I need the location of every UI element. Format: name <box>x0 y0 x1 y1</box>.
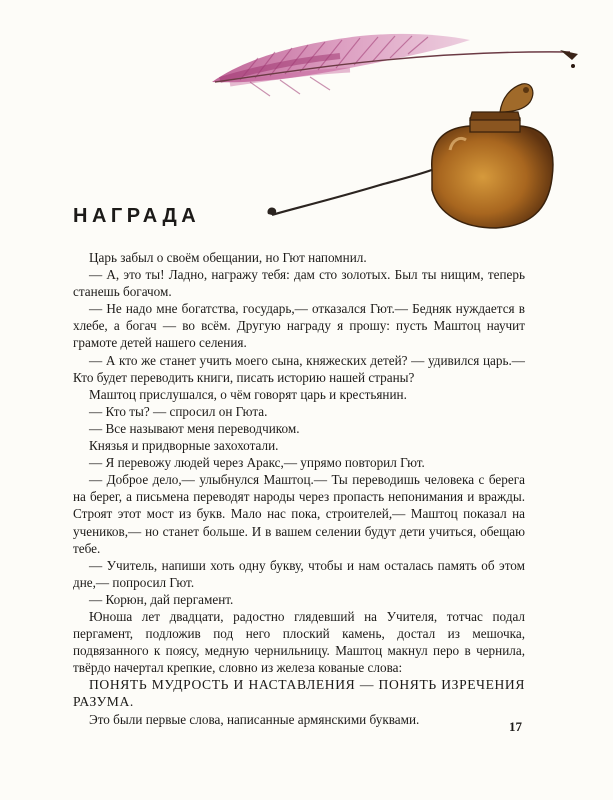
paragraph: Царь забыл о своём обещании, но Гют напомнил. <box>89 250 367 265</box>
paragraph: — А, это ты! Ладно, награжу тебя: дам сто золотых. Был ты нищим, теперь станешь богачом. <box>73 267 525 300</box>
story-text <box>73 249 525 728</box>
paragraph: — Все называют меня переводчиком. <box>89 420 300 436</box>
paragraph: — А кто же станет учить моего сына, княжеских детей? — удивился царь.— Кто будет переводить книги, писать историю нашей страны? <box>73 352 525 385</box>
paragraph: Это были первые слова, написанные армянскими буквами. <box>89 711 420 727</box>
inscription-text: ПОНЯТЬ МУДРОСТЬ И НАСТАВЛЕНИЯ — ПОНЯТЬ ИЗРЕЧЕНИЯ РАЗУМА. <box>73 677 525 710</box>
paragraph: Юноша лет двадцати, радостно глядевший на Учителя, тотчас подал пергамент, подложив под него плоский камень, достал из мешочка, подвязанного к поясу, медную чернильницу. Маштоц макнул перо в чернила, твёрдо начертал крепкие, словно из железа кованые слова: <box>73 608 525 676</box>
paragraph: — Не надо мне богатства, государь,— отказался Гют.— Бедняк нуждается в хлебе, а богач — во всём. Другую награду я прошу: пусть Маштоц научит грамоте детей нашего селения. <box>73 301 525 351</box>
inkwell-icon <box>267 84 552 228</box>
paragraph: — Кто ты? — спросил он Гюта. <box>89 403 268 419</box>
paragraph: — Учитель, напиши хоть одну букву, чтобы и нам осталась память об этом дне,— попросил Гют. <box>73 557 525 590</box>
paragraph: — Я перевожу людей через Аракс,— упрямо повторил Гют. <box>89 455 425 471</box>
quill-and-inkwell-icon <box>0 0 613 240</box>
page-number: 17 <box>509 719 522 734</box>
paragraph: Князья и придворные захохотали. <box>89 438 279 454</box>
paragraph: — Доброе дело,— улыбнулся Маштоц.— Ты переводишь человека с берега на берег, а письмена переводят народы через пропасть непонимания и вражды. Строят этот мост из букв. Мало нас пока, строителей,— Маштоц показал на учеников,— но станет больше. И в вашем селении будут дети учиться, обещаю тебе. <box>73 472 525 556</box>
page-title: НАГРАДА <box>73 205 201 227</box>
paragraph: — Корюн, дай пергамент. <box>89 591 234 607</box>
paragraph: Маштоц прислушался, о чём говорят царь и крестьянин. <box>89 386 407 402</box>
